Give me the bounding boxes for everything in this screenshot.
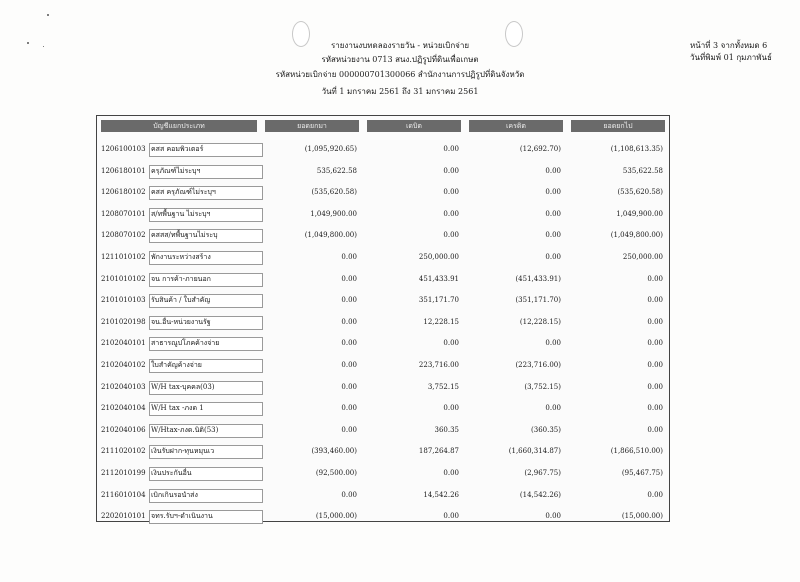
table-row [97, 440, 669, 462]
cell-name: พักงานระหว่างสร้าง [151, 253, 211, 261]
cell-credit: 0.00 [545, 231, 561, 240]
cell-code: 2112010199 [101, 469, 146, 477]
cell-closing: (15,000.00) [621, 512, 663, 521]
cell-credit: 0.00 [545, 253, 561, 261]
cell-opening: 1,049,900.00 [310, 209, 357, 218]
cell-opening: (535,620.58) [311, 188, 357, 197]
cell-debit: 0.00 [443, 231, 459, 240]
report-title: รายงานงบทดลองรายวัน - หน่วยเบิกจ่าย [330, 41, 470, 50]
cell-credit: 0.00 [545, 166, 561, 175]
table-row [97, 419, 669, 441]
table-row [97, 397, 669, 419]
cell-closing: 0.00 [647, 425, 663, 434]
cell-closing: 535,622.58 [622, 166, 663, 175]
column-header-opening: ยอดยกมา [265, 120, 359, 132]
cell-credit: (451,433.91) [515, 274, 561, 283]
cell-opening: 0.00 [341, 317, 357, 326]
cell-debit: 14,542.26 [423, 490, 459, 499]
cell-credit: 0.00 [545, 188, 561, 197]
cell-name: ครุภัณฑ์ไม่ระบุฯ [151, 166, 201, 175]
table-row [97, 505, 669, 527]
column-header-account: บัญชีแยกประเภท [101, 120, 257, 132]
cell-name: เงินประกันอื่น [151, 469, 192, 477]
cell-credit: 0.00 [545, 209, 561, 218]
cell-debit: 0.00 [443, 209, 459, 218]
table-row [97, 376, 669, 398]
cell-name: เงินรับฝาก-ทุนหมุนเว [151, 447, 215, 456]
cell-opening: 0.00 [341, 253, 357, 261]
cell-debit: 3,752.15 [427, 382, 459, 391]
cell-opening: 0.00 [341, 274, 357, 283]
cell-opening: 0.00 [341, 404, 357, 413]
cell-name: W/Htax-ภงด.นิติ(53) [151, 425, 219, 434]
cell-credit: (360.35) [531, 425, 561, 434]
table-row [97, 160, 669, 182]
cell-name: สาธารณูปโภคค้างจ่าย [151, 339, 220, 348]
cell-code: 2101010102 [101, 274, 146, 283]
table-row [97, 332, 669, 354]
cell-name: คสสส/ทพื้นฐานไม่ระบุ [151, 231, 218, 240]
cell-closing: 0.00 [647, 317, 663, 326]
cell-name: คสส คอมพิวเตอร์ [151, 145, 204, 153]
cell-credit: 0.00 [545, 339, 561, 348]
cell-opening: (1,095,920.65) [304, 145, 357, 153]
cell-code: 2116010104 [101, 490, 146, 499]
table-row [97, 311, 669, 333]
cell-name: รับสินค้า / ใบสำคัญ [151, 296, 211, 305]
cell-code: 2102040104 [101, 404, 146, 413]
table-row [97, 224, 669, 246]
cell-debit: 12,228.15 [423, 317, 459, 326]
cell-closing: 0.00 [647, 339, 663, 348]
cell-credit: (1,660,314.87) [508, 447, 561, 456]
cell-closing: 0.00 [647, 274, 663, 283]
report-period: วันที่ 1 มกราคม 2561 ถึง 31 มกราคม 2561 [321, 87, 479, 96]
column-header-debit: เดบิต [367, 120, 461, 132]
cell-closing: (1,049,800.00) [610, 231, 663, 240]
cell-credit: (223,716.00) [515, 361, 561, 369]
table-row [97, 268, 669, 290]
cell-opening: 0.00 [341, 382, 357, 391]
cell-name: W/H tax-บุคคล(03) [151, 382, 215, 391]
cell-debit: 0.00 [443, 166, 459, 175]
cell-debit: 0.00 [443, 339, 459, 348]
table-row [97, 138, 669, 160]
cell-credit: (12,692.70) [519, 145, 561, 153]
cell-name: ส/ทพื้นฐาน ไม่ระบุฯ [151, 209, 211, 218]
cell-closing: (1,108,613.35) [610, 145, 663, 153]
cell-debit: 0.00 [443, 512, 459, 521]
cell-opening: 0.00 [341, 425, 357, 434]
cell-credit: (351,171.70) [515, 296, 561, 305]
cell-closing: 250,000.00 [622, 253, 663, 261]
cell-debit: 351,171.70 [418, 296, 459, 305]
cell-code: 2101020198 [101, 317, 146, 326]
cell-code: 2102040106 [101, 425, 146, 434]
cell-debit: 223,716.00 [418, 361, 459, 369]
cell-name: คสส ครุภัณฑ์ไม่ระบุฯ [151, 188, 216, 197]
cell-credit: (12,228.15) [519, 317, 561, 326]
cell-code: 2102040103 [101, 382, 146, 391]
cell-name: จทร.รับฯ-ดำเนินงาน [151, 512, 213, 521]
cell-debit: 0.00 [443, 188, 459, 197]
cell-opening: (393,460.00) [311, 447, 357, 456]
cell-code: 1208070102 [101, 231, 146, 240]
cell-code: 1208070101 [101, 209, 146, 218]
cell-debit: 0.00 [443, 469, 459, 477]
cell-opening: (92,500.00) [315, 469, 357, 477]
cell-opening: (1,049,800.00) [304, 231, 357, 240]
cell-code: 1206100103 [101, 145, 146, 153]
cell-credit: (3,752.15) [524, 382, 561, 391]
cell-code: 2202010101 [101, 512, 146, 521]
cell-debit: 360.35 [434, 425, 459, 434]
cell-name: จน.อื่น-หน่วยงานรัฐ [151, 317, 211, 326]
column-header-credit: เครดิต [469, 120, 563, 132]
cell-credit: 0.00 [545, 404, 561, 413]
cell-closing: 0.00 [647, 361, 663, 369]
cell-code: 2111020102 [101, 447, 146, 456]
cell-credit: (14,542.26) [519, 490, 561, 499]
cell-code: 2101010103 [101, 296, 146, 305]
cell-debit: 451,433.91 [418, 274, 459, 283]
column-header-closing: ยอดยกไป [571, 120, 665, 132]
cell-code: 1206180101 [101, 166, 146, 175]
cell-closing: 0.00 [647, 490, 663, 499]
table-row [97, 181, 669, 203]
cell-name: จน การค้า-ภายนอก [151, 274, 211, 283]
cell-opening: 535,622.58 [316, 166, 357, 175]
table-row [97, 203, 669, 225]
cell-code: 1206180102 [101, 188, 146, 197]
page-info: หน้าที่ 3 จากทั้งหมด 6 [690, 41, 768, 50]
cell-code: 2102040101 [101, 339, 146, 348]
cell-credit: 0.00 [545, 512, 561, 521]
cell-closing: (535,620.58) [617, 188, 663, 197]
cell-closing: (1,866,510.00) [610, 447, 663, 456]
table-row [97, 354, 669, 376]
table-row [97, 289, 669, 311]
cell-opening: (15,000.00) [315, 512, 357, 521]
table-row [97, 484, 669, 506]
cell-opening: 0.00 [341, 490, 357, 499]
cell-code: 2102040102 [101, 361, 146, 369]
disbursement-unit-line: รหัสหน่วยเบิกจ่าย 000000701300066 สำนักงานการปฏิรูปที่ดินจังหวัด [275, 70, 525, 79]
cell-code: 1211010102 [101, 253, 146, 261]
print-date: วันที่พิมพ์ 01 กุมภาพันธ์ [690, 53, 772, 62]
cell-debit: 0.00 [443, 145, 459, 153]
cell-name: W/H tax -ภงด 1 [151, 404, 204, 413]
cell-closing: 1,049,900.00 [616, 209, 663, 218]
table-row [97, 462, 669, 484]
cell-closing: 0.00 [647, 404, 663, 413]
cell-opening: 0.00 [341, 339, 357, 348]
cell-opening: 0.00 [341, 361, 357, 369]
agency-line: รหัสหน่วยงาน 0713 สนง.ปฏิรูปที่ดินเพื่อเกษต [321, 55, 479, 64]
cell-name: ใบสำคัญค้างจ่าย [151, 361, 202, 369]
cell-closing: (95,467.75) [621, 469, 663, 477]
cell-credit: (2,967.75) [524, 469, 561, 477]
cell-closing: 0.00 [647, 296, 663, 305]
cell-opening: 0.00 [341, 296, 357, 305]
cell-closing: 0.00 [647, 382, 663, 391]
scan-speck [47, 14, 49, 16]
cell-debit: 0.00 [443, 404, 459, 413]
trial-balance-table [96, 115, 670, 522]
cell-debit: 250,000.00 [418, 253, 459, 261]
table-row [97, 246, 669, 268]
cell-debit: 187,264.87 [418, 447, 459, 456]
cell-name: เบิกเกินรอนำส่ง [151, 490, 198, 499]
